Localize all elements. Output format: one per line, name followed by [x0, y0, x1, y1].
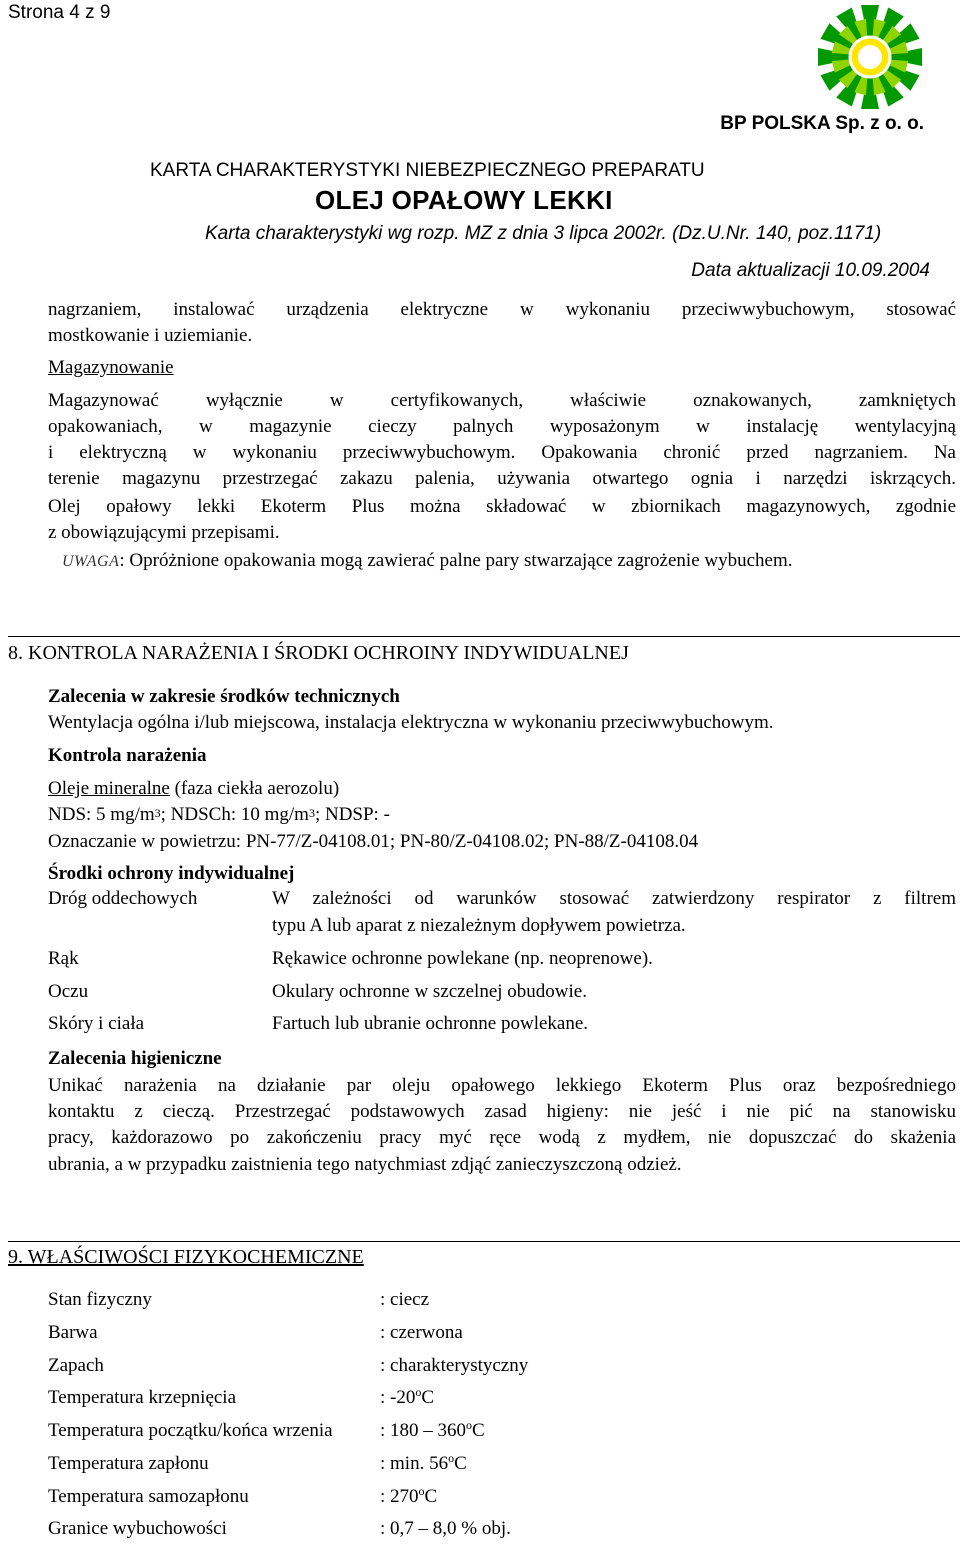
- page-number: Strona 4 z 9: [8, 2, 111, 23]
- continuation-line-2: mostkowanie i uziemianie.: [48, 325, 253, 346]
- prop-label-boiling-range: Temperatura początku/końca wrzenia: [48, 1420, 333, 1441]
- storage-line-6: z obowiązującymi przepisami.: [48, 522, 280, 543]
- exposure-control-heading: Kontrola narażenia: [48, 745, 207, 766]
- document-type: KARTA CHARAKTERYSTYKI NIEBEZPIECZNEGO PREPARATU: [150, 160, 705, 181]
- unit: C: [424, 1486, 438, 1507]
- storage-line-3: i elektryczną w wykonaniu przeciwwybuchowym. Opakowania chronić przed nagrzaniem. Na: [48, 442, 956, 463]
- storage-warning: [62, 548, 793, 575]
- air-marking: Oznaczanie w powietrzu: PN-77/Z-04108.01; PN-80/Z-04108.02; PN-88/Z-04108.04: [48, 831, 699, 852]
- nds-limits: [48, 802, 390, 828]
- unit: C: [472, 1420, 485, 1441]
- ppe-label-respiratory: Dróg oddechowych: [48, 888, 198, 909]
- unit: C: [454, 1453, 467, 1474]
- degree-sign: o: [466, 1418, 473, 1432]
- storage-line-2: opakowaniach, w magazynie cieczy palnych wyposażonym w instalację wentylacyjną: [48, 416, 956, 437]
- prop-label-explosion-limits: Granice wybuchowości: [48, 1518, 227, 1539]
- prop-label-autoignition: Temperatura samozapłonu: [48, 1486, 249, 1507]
- hygiene-line-4: ubrania, a w przypadku zaistnienia tego natychmiast zdjąć zanieczyszczoną odzież.: [48, 1154, 682, 1175]
- ndsp-value: ; NDSP: -: [314, 804, 390, 825]
- prop-label-flash-point: Temperatura zapłonu: [48, 1453, 209, 1474]
- mineral-oils-note: (faza ciekła aerozolu): [169, 778, 340, 799]
- ppe-label-skin: Skóry i ciała: [48, 1013, 145, 1034]
- ppe-label-eyes: Oczu: [48, 981, 89, 1002]
- ppe-value-skin: Fartuch lub ubranie ochronne powlekane.: [272, 1013, 589, 1034]
- prop-label-physical-state: Stan fizyczny: [48, 1289, 152, 1310]
- section-8-rule: [8, 636, 960, 637]
- continuation-line-1: nagrzaniem, instalować urządzenia elektryczne w wykonaniu przeciwwybuchowym, stosować: [48, 299, 956, 320]
- hygiene-line-1: Unikać narażenia na działanie par oleju opałowego lekkiego Ekoterm Plus oraz bezpośredniego: [48, 1075, 956, 1096]
- prop-value-odor: : charakterystyczny: [380, 1355, 529, 1376]
- ppe-heading: Środki ochrony indywidualnej: [48, 863, 295, 884]
- ppe-value-respiratory: W zależności od warunków stosować zatwierdzony respirator z filtrem: [272, 888, 956, 909]
- section-8-title: 8. KONTROLA NARAŻENIA I ŚRODKI OCHROINY INDYWIDUALNEJ: [8, 642, 629, 664]
- unit: C: [421, 1387, 435, 1408]
- prop-label-odor: Zapach: [48, 1355, 104, 1376]
- value-number: : 270: [380, 1486, 419, 1507]
- hygiene-line-2: kontaktu z cieczą. Przestrzegać podstawowych zasad higieny: nie jeść i nie pić na stanowisku: [48, 1101, 956, 1122]
- prop-label-pour-point: Temperatura krzepnięcia: [48, 1387, 237, 1408]
- ppe-value-hands: Rękawice ochronne powlekane (np. neoprenowe).: [272, 948, 653, 969]
- tech-measures-text: Wentylacja ogólna i/lub miejscowa, instalacja elektryczna w wykonaniu przeciwwybuchowym.: [48, 712, 774, 733]
- section-9-rule: [8, 1241, 960, 1242]
- tech-measures-heading: Zalecenia w zakresie środków technicznych: [48, 686, 400, 707]
- ppe-value-eyes: Okulary ochronne w szczelnej obudowie.: [272, 981, 587, 1002]
- mineral-oils-label: Oleje mineralne: [48, 778, 170, 799]
- warning-text: : Opróżnione opakowania mogą zawierać palne pary stwarzające zagrożenie wybuchem.: [119, 550, 793, 571]
- degree-sign: o: [448, 1451, 455, 1465]
- product-name: OLEJ OPAŁOWY LEKKI: [315, 185, 613, 215]
- prop-value-pour-point: [380, 1387, 434, 1409]
- value-number: : -20: [380, 1387, 416, 1408]
- company-name: BP POLSKA Sp. z o. o.: [720, 113, 924, 134]
- prop-value-physical-state: : ciecz: [380, 1289, 430, 1310]
- superscript-3: 3: [154, 806, 161, 820]
- nds-value: NDS: 5 mg/m: [48, 804, 155, 825]
- degree-sign: o: [418, 1484, 425, 1498]
- prop-value-color: : czerwona: [380, 1322, 463, 1343]
- prop-value-flash-point: [380, 1453, 467, 1475]
- update-date: Data aktualizacji 10.09.2004: [691, 260, 930, 281]
- storage-line-4: terenie magazynu przestrzegać zakazu palenia, używania otwartego ognia i narzędzi iskrzących.: [48, 468, 956, 489]
- prop-label-color: Barwa: [48, 1322, 98, 1343]
- hygiene-heading: Zalecenia higieniczne: [48, 1048, 222, 1069]
- ppe-value-respiratory-2: typu A lub aparat z niezależnym dopływem powietrza.: [272, 915, 686, 936]
- ndsch-value: ; NDSCh: 10 mg/m: [160, 804, 309, 825]
- value-number: : 180 – 360: [380, 1420, 467, 1441]
- hygiene-line-3: pracy, każdorazowo po zakończeniu pracy myć ręce wodą z mydłem, nie dopuszczać do skażenia: [48, 1127, 956, 1148]
- storage-line-1: Magazynować wyłącznie w certyfikowanych, właściwie oznakowanych, zamkniętych: [48, 390, 956, 411]
- degree-sign: o: [415, 1385, 422, 1399]
- prop-value-autoignition: [380, 1486, 437, 1508]
- bp-helios-logo: [795, 0, 945, 115]
- mineral-oils-line: [48, 776, 339, 802]
- regulation-reference: Karta charakterystyki wg rozp. MZ z dnia 3 lipca 2002r. (Dz.U.Nr. 140, poz.1171): [205, 223, 882, 244]
- ppe-label-hands: Rąk: [48, 948, 79, 969]
- section-9-title: 9. WŁAŚCIWOŚCI FIZYKOCHEMICZNE: [8, 1246, 364, 1268]
- prop-value-explosion-limits: : 0,7 – 8,0 % obj.: [380, 1518, 511, 1539]
- superscript-3: 3: [308, 806, 315, 820]
- warning-label: UWAGA: [62, 553, 120, 570]
- storage-heading: Magazynowanie: [48, 357, 174, 378]
- value-number: : min. 56: [380, 1453, 449, 1474]
- storage-line-5: Olej opałowy lekki Ekoterm Plus można składować w zbiornikach magazynowych, zgodnie: [48, 496, 956, 517]
- prop-value-boiling-range: [380, 1420, 485, 1442]
